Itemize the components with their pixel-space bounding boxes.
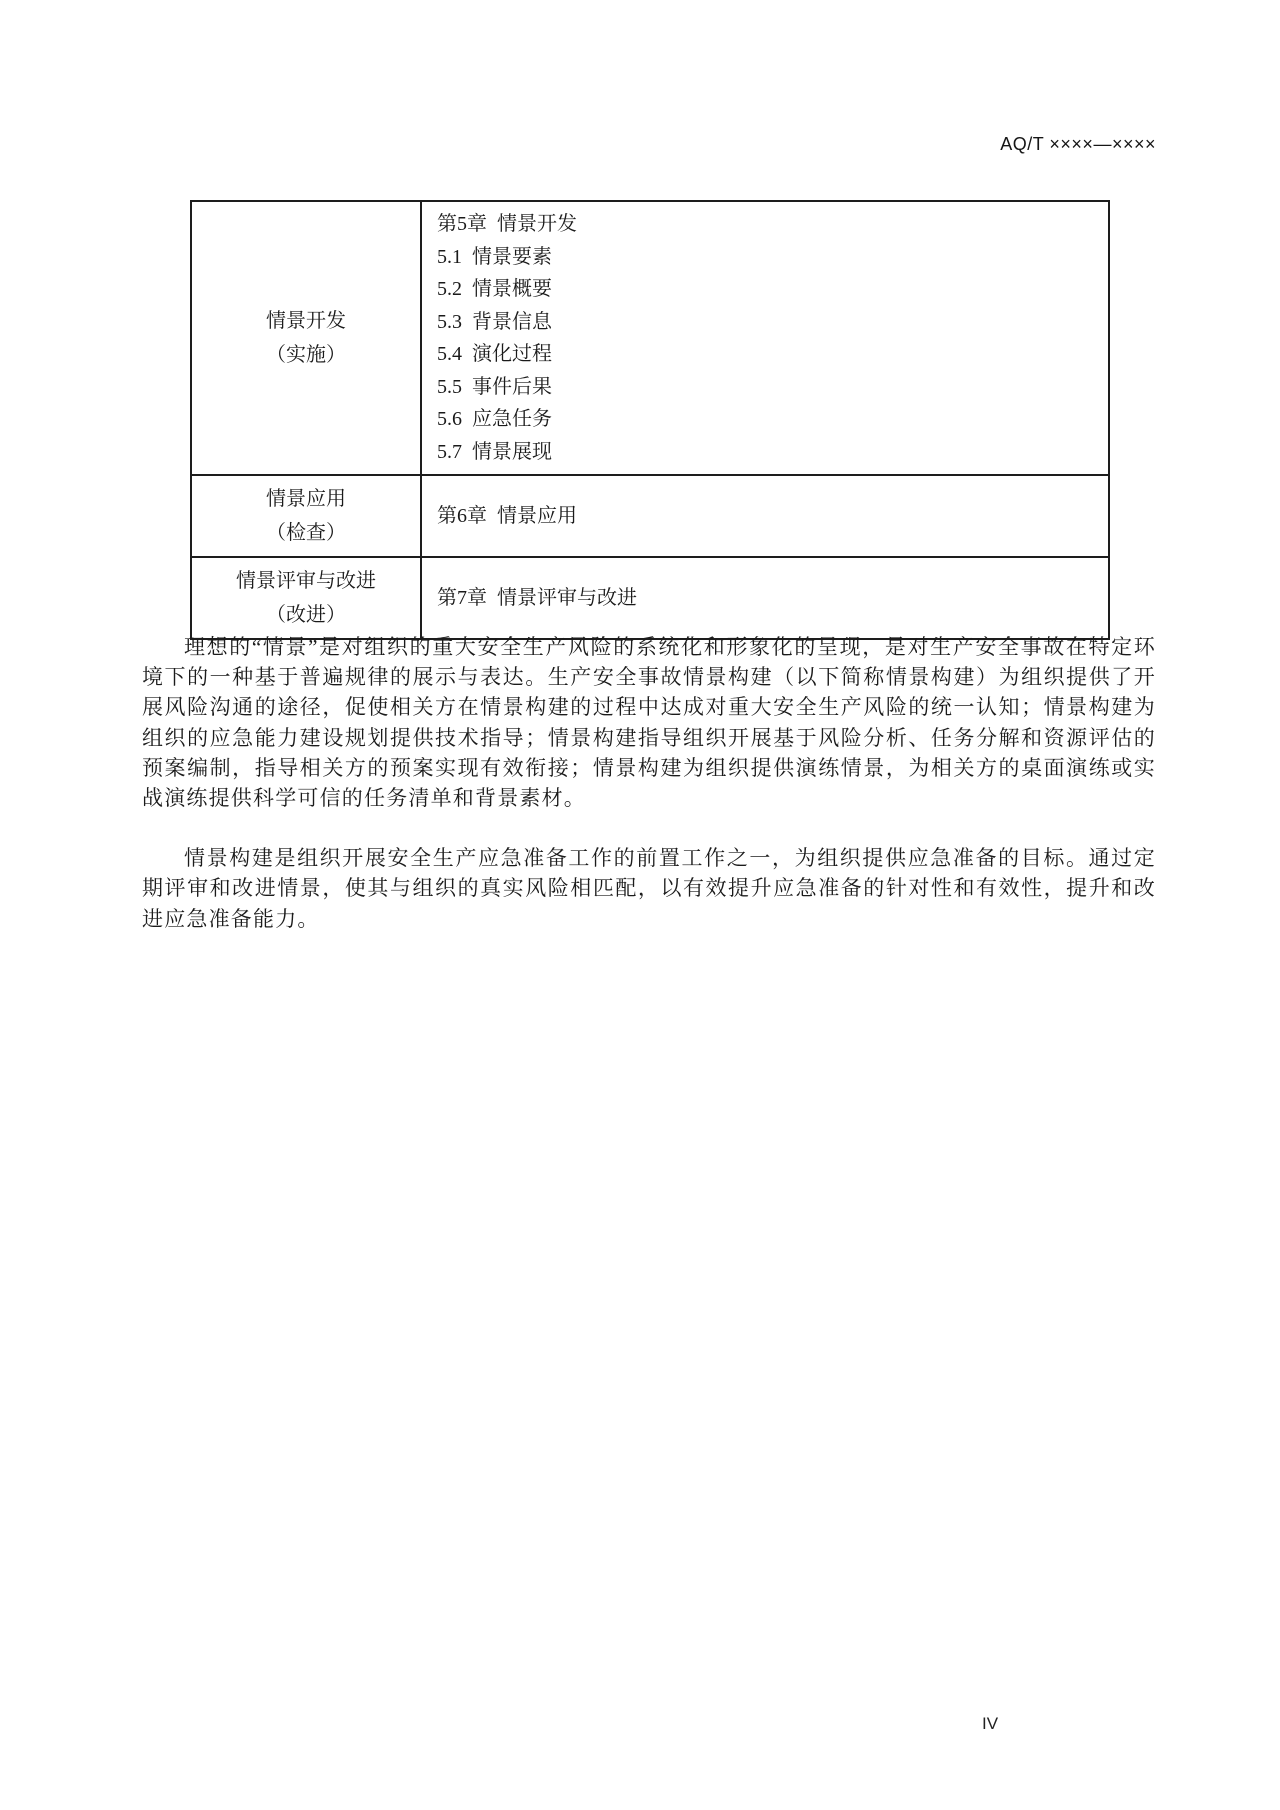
chapter-item: 第5章 情景开发 (437, 213, 577, 235)
stage-cell-development (191, 201, 421, 475)
chapter-items-review (421, 557, 1109, 639)
chapter-item: 第7章 情景评审与改进 (437, 586, 637, 609)
chapter-map-table (190, 200, 1110, 640)
chapter-item: 5.2 情景概要 (437, 278, 552, 300)
chapter-items-application (421, 475, 1109, 557)
chapter-item: 5.3 背景信息 (437, 310, 552, 333)
stage-label: 情景应用 (266, 488, 346, 510)
chapter-item: 5.1 情景要素 (437, 245, 552, 268)
chapter-item: 5.7 情景展现 (437, 440, 552, 463)
stage-label: 情景评审与改进 (236, 570, 376, 592)
stage-note: （实施） (266, 344, 346, 366)
paragraph-scenario-purpose: 情景构建是组织开展安全生产应急准备工作的前置工作之一，为组织提供应急准备的目标。通过定期评审和改进情景，使其与组织的真实风险相匹配，以有效提升应急准备的针对性和有效性，提升和改进应急准备能力。 (142, 846, 1156, 931)
chapter-item: 5.4 演化过程 (437, 343, 552, 365)
standard-code-header: AQ/T ××××—×××× (1000, 134, 1156, 154)
stage-note: （改进） (266, 604, 346, 626)
chapter-items-development (421, 201, 1109, 475)
table-row-scenario-development (191, 201, 1109, 475)
stage-cell-review (191, 557, 421, 639)
body-text-block (142, 632, 1156, 934)
table-row-scenario-application (191, 475, 1109, 557)
chapter-item: 5.6 应急任务 (437, 408, 552, 430)
chapter-item: 5.5 事件后果 (437, 375, 552, 398)
stage-label: 情景开发 (266, 310, 346, 332)
stage-note: （检查） (266, 522, 346, 544)
chapter-item: 第6章 情景应用 (437, 504, 577, 527)
paragraph-scenario-definition: 理想的“情景”是对组织的重大安全生产风险的系统化和形象化的呈现，是对生产安全事故在特定环境下的一种基于普遍规律的展示与表达。生产安全事故情景构建（以下简称情景构建）为组织提供了开展风险沟通的途径，促使相关方在情景构建的过程中达成对重大安全生产风险的统一认知；情景构建为组织的应急能力建设规划提供技术指导；情景构建指导组织开展基于风险分析、任务分解和资源评估的预案编制，指导相关方的预案实现有效衔接；情景构建为组织提供演练情景，为相关方的桌面演练或实战演练提供科学可信的任务清单和背景素材。 (142, 635, 1156, 811)
table-row-scenario-review (191, 557, 1109, 639)
stage-cell-application (191, 475, 421, 557)
page-number: IV (981, 1714, 999, 1733)
